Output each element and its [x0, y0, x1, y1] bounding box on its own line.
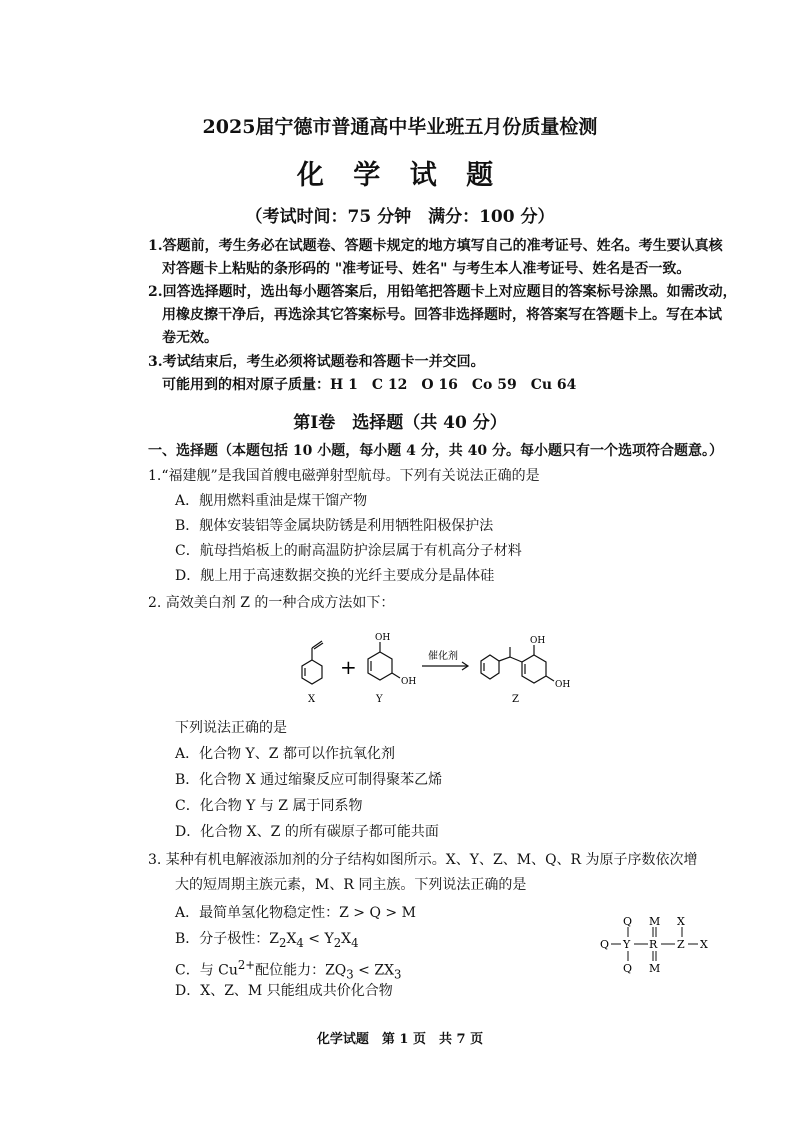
exam-title: 2025届宁德市普通高中毕业班五月份质量检测 — [202, 116, 598, 138]
atom-r: R — [649, 938, 658, 951]
formula-x2: X — [341, 931, 352, 947]
q2-prompt: 下列说法正确的是 — [175, 720, 287, 736]
atom-x-right: X — [700, 938, 708, 951]
formula-cmp: < — [303, 931, 325, 947]
subject-title: 化 学 试 题 — [296, 160, 504, 191]
molecule-structure — [598, 912, 728, 976]
label-y: Y — [376, 694, 383, 705]
section-heading — [148, 441, 723, 461]
sub-3a: 3 — [346, 967, 354, 982]
q3-stem-line-1: 3. 某种有机电解液添加剂的分子结构如图所示。X、Y、Z、M、Q、R 为原子序数依次增 — [148, 852, 698, 868]
q3-option-b-label: B．分子极性： — [175, 931, 270, 947]
q1-option-c: C．航母挡焰板上的耐高温防护涂层属于有机高分子材料 — [175, 543, 522, 559]
q2-option-b: B．化合物 X 通过缩聚反应可制得聚苯乙烯 — [175, 772, 443, 788]
instruction-line-5: 卷无效。 — [162, 330, 218, 346]
catalyst-label: 催化剂 — [428, 651, 458, 662]
q3-option-a: A．最简单氢化物稳定性：Z > Q > M — [175, 905, 416, 921]
formula-z: Z — [269, 931, 280, 947]
q3-option-c-mid: 配位能力：ZQ — [255, 962, 347, 979]
atom-q-top: Q — [623, 915, 633, 928]
instruction-line-4: 用橡皮擦干净后，再选涂其它答案标号。回答非选择题时，将答案写在答题卡上。写在本试 — [162, 307, 722, 323]
q1-option-b: B．舰体安装铝等金属块防锈是利用牺牲阳极保护法 — [175, 518, 494, 534]
atom-m-top: M — [649, 915, 661, 928]
instruction-line-3: 2.回答选择题时，选出每小题答案后，用铅笔把答题卡上对应题目的答案标号涂黑。如需改动， — [148, 284, 737, 300]
atom-y: Y — [623, 938, 631, 951]
label-z: Z — [512, 694, 519, 705]
z-oh-bottom: OH — [555, 680, 571, 690]
atom-q-bottom: Q — [623, 962, 633, 975]
plus-sign: + — [340, 655, 357, 679]
exam-info: （考试时间：75 分钟 满分：100 分） — [245, 207, 555, 227]
q3-option-c-cmp: < ZX — [353, 962, 395, 979]
q2-option-a: A．化合物 Y、Z 都可以作抗氧化剂 — [175, 746, 395, 762]
formula-sub-2b: 2 — [333, 935, 342, 950]
q3-stem-line-2: 大的短周期主族元素，M、R 同主族。下列说法正确的是 — [175, 877, 527, 893]
instruction-line-1: 1.答题前，考生务必在试题卷、答题卡规定的地方填写自己的准考证号、姓名。考生要认真核 — [148, 238, 723, 254]
q3-option-b — [175, 929, 359, 953]
label-x: X — [308, 694, 316, 705]
formula-x: X — [286, 931, 297, 947]
q1-option-d: D．舰上用于高速数据交换的光纤主要成分是晶体硅 — [175, 568, 495, 584]
section-note: （本题包括 10 小题，每小题 4 分，共 40 分。每小题只有一个选项符合题意。） — [218, 443, 723, 459]
atom-z: Z — [677, 938, 685, 951]
q2-option-c: C．化合物 Y 与 Z 属于同系物 — [175, 798, 363, 814]
q3-option-d: D．X、Z、M 只能组成共价化合物 — [175, 983, 393, 999]
atom-q-left: Q — [600, 938, 610, 951]
q2-option-d: D．化合物 X、Z 的所有碳原子都可能共面 — [175, 824, 439, 840]
section-title: 第Ⅰ卷 选择题（共 40 分） — [293, 413, 507, 433]
atom-m-bottom: M — [649, 962, 661, 975]
instruction-line-2: 对答题卡上粘贴的条形码的 "准考证号、姓名" 与考生本人准考证号、姓名是否一致。 — [162, 261, 691, 277]
z-oh-top: OH — [530, 636, 546, 646]
formula-sub-4: 4 — [296, 935, 304, 950]
formula-sub-2: 2 — [279, 935, 287, 950]
section-prefix: 一、选择题 — [148, 443, 218, 459]
sub-3b: 3 — [394, 967, 402, 982]
cu-charge: 2+ — [237, 958, 256, 972]
q2-stem: 2. 高效美白剂 Z 的一种合成方法如下： — [148, 595, 395, 611]
synthesis-scheme — [290, 626, 600, 708]
q1-stem: 1.“福建舰”是我国首艘电磁弹射型航母。下列有关说法正确的是 — [148, 468, 540, 484]
formula-y: Y — [324, 931, 334, 947]
atom-x-top: X — [677, 915, 685, 928]
page-footer: 化学试题 第 1 页 共 7 页 — [316, 1032, 484, 1047]
instruction-line-6: 3.考试结束后，考生必须将试题卷和答题卡一并交回。 — [148, 354, 485, 370]
atomic-mass-line: 可能用到的相对原子质量：H 1 C 12 O 16 Co 59 Cu 64 — [162, 377, 577, 393]
y-oh-bottom: OH — [401, 677, 417, 687]
y-oh-top: OH — [375, 633, 391, 643]
q1-option-a: A．舰用燃料重油是煤干馏产物 — [175, 493, 368, 509]
formula-sub-4b: 4 — [351, 935, 359, 950]
q3-option-c-label: C．与 Cu — [175, 962, 238, 979]
